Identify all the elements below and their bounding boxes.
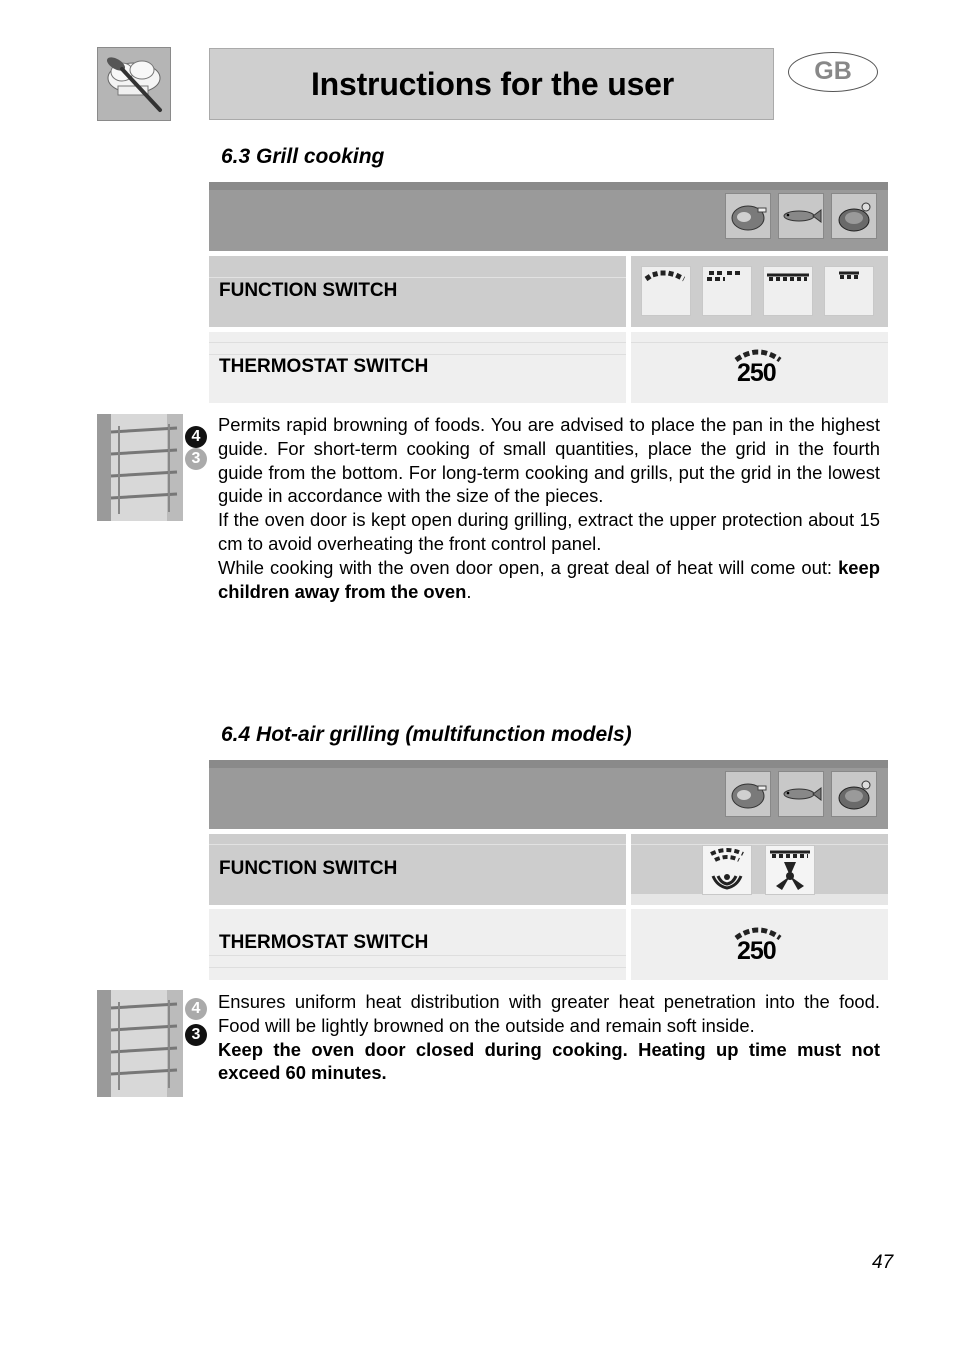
page-number: 47 [872, 1252, 894, 1273]
warning-prefix: While cooking with the oven door open, a great deal of heat will come out: [218, 556, 839, 578]
thermostat-switch-cell [209, 332, 626, 403]
page-title: Instructions for the user [310, 66, 675, 102]
description-paragraph: Ensures uniform heat distribution with greater heat penetration into the food. Food will be lightly browned on the outside and remain soft inside. [218, 991, 880, 1036]
rack-level-badge: 4 [185, 998, 207, 1020]
grill-center-icon [824, 266, 874, 316]
grill-small-icon [702, 266, 752, 316]
warning-paragraph: Keep the oven door closed during cooking. Heating up time must not exceed 60 minutes. [218, 1038, 880, 1084]
description-text [218, 413, 880, 603]
meat-icon [725, 771, 771, 817]
title-bar [209, 48, 774, 120]
rack-level-badge: 3 [185, 448, 207, 470]
logo [97, 47, 171, 121]
grill-fan-blade-icon [765, 845, 815, 895]
cell-divider [209, 277, 626, 278]
function-switch-label: FUNCTION SWITCH [219, 858, 398, 879]
rack-level-badge: 3 [185, 1024, 207, 1046]
thermostat-switch-label: THERMOSTAT SWITCH [219, 356, 429, 377]
oven-rack-image [97, 990, 183, 1097]
grill-fan-icon [702, 845, 752, 895]
function-switch-options [631, 834, 888, 905]
function-switch-label: FUNCTION SWITCH [219, 280, 398, 301]
thermostat-value-cell [631, 909, 888, 980]
fish-icon [778, 193, 824, 239]
cell-divider [209, 967, 626, 968]
meat-icon [725, 193, 771, 239]
language-badge: GB [788, 52, 878, 92]
poultry-icon [831, 193, 877, 239]
bar-top-strip [209, 760, 888, 768]
food-type-bar [209, 760, 888, 829]
function-switch-cell [209, 834, 626, 905]
food-type-bar [209, 182, 888, 251]
thermostat-value: 250 [737, 359, 776, 387]
thermostat-value: 250 [737, 937, 776, 965]
cell-divider [209, 354, 626, 355]
function-switch-cell [209, 256, 626, 327]
cell-divider [631, 342, 888, 343]
warning-suffix: . [466, 580, 472, 602]
cell-divider [209, 955, 626, 956]
oven-rack-image [97, 414, 183, 521]
section-title: 6.3 Grill cooking [221, 145, 385, 168]
description-paragraph: Permits rapid browning of foods. You are advised to place the pan in the highest guide. For short-term cooking of small quantities, place the grid in the fourth guide from the bottom. For long-term cooking and grills, put the grid in the lowest guide in accordance with the size of the pieces. [218, 414, 880, 507]
warning-paragraph [218, 556, 880, 604]
thermostat-switch-label: THERMOSTAT SWITCH [219, 932, 429, 953]
thermostat-switch-cell [209, 909, 626, 980]
cell-divider [631, 894, 888, 905]
cell-divider [209, 342, 626, 343]
grill-wide-icon [641, 266, 691, 316]
grill-full-icon [763, 266, 813, 316]
warning-bold: keep children away from the oven [218, 556, 880, 602]
cell-divider [209, 844, 626, 845]
poultry-icon [831, 771, 877, 817]
rack-level-badge: 4 [185, 426, 207, 448]
bar-top-strip [209, 182, 888, 190]
fish-icon [778, 771, 824, 817]
spoon-and-chef-hat-icon [98, 48, 170, 120]
description-text [218, 990, 880, 1085]
function-switch-options [631, 256, 888, 327]
cell-divider [631, 844, 888, 845]
section-title: 6.4 Hot-air grilling (multifunction models) [221, 723, 632, 746]
thermostat-value-cell [631, 332, 888, 403]
description-paragraph: If the oven door is kept open during grilling, extract the upper protection about 15 cm to avoid overheating the front control panel. [218, 509, 880, 554]
